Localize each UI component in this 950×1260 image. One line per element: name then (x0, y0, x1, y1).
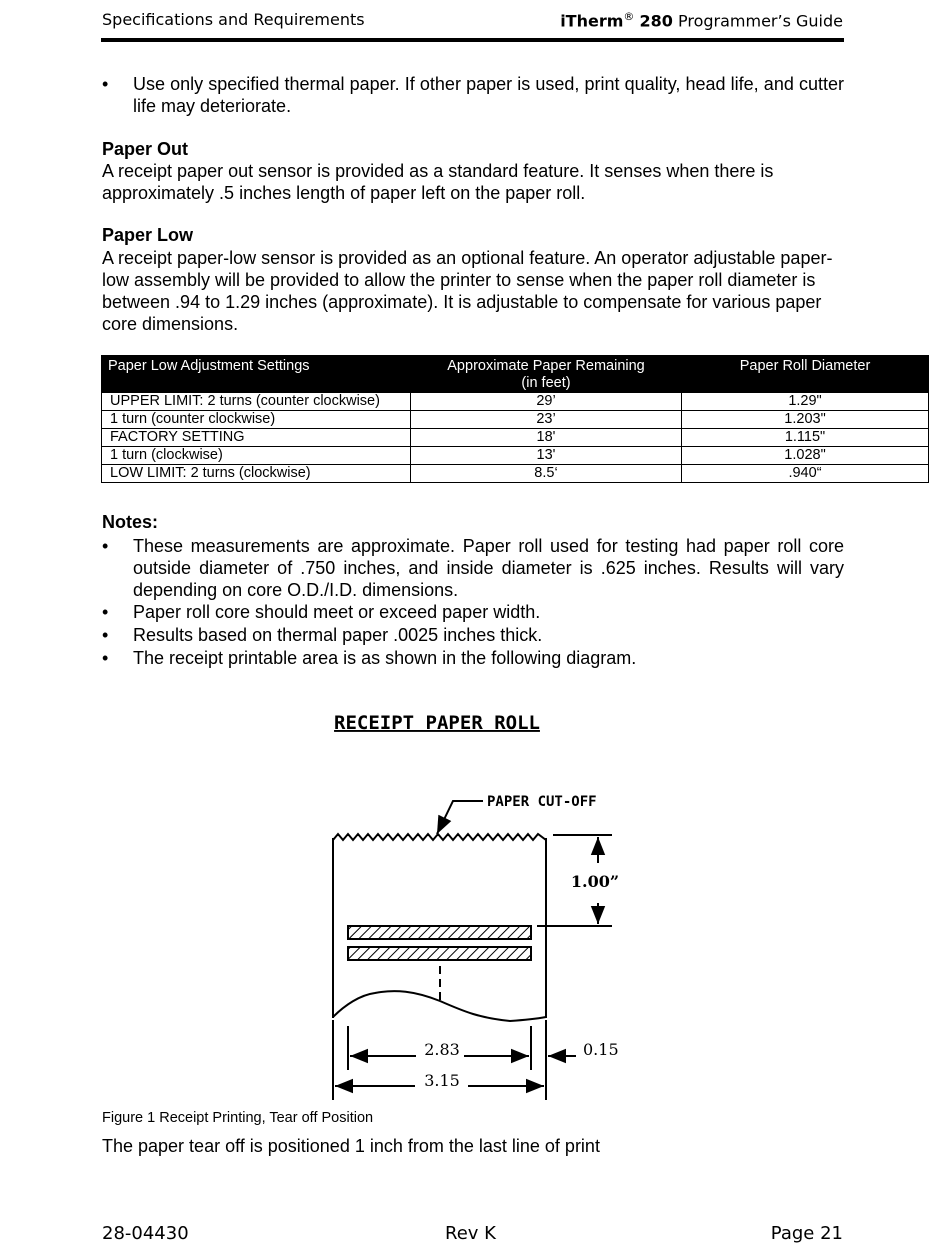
table-cell: 1 turn (counter clockwise) (102, 411, 411, 429)
table-header-cell: Approximate Paper Remaining (in feet) (411, 356, 682, 393)
table-cell: 29’ (411, 393, 682, 411)
footer-revision: Rev K (445, 1223, 496, 1244)
dimension-top-label: 1.00” (570, 872, 620, 891)
diagram-title: RECEIPT PAPER ROLL (334, 712, 540, 734)
bullet-marker: • (102, 74, 109, 94)
table-cell: FACTORY SETTING (102, 429, 411, 447)
table-cell: 1 turn (clockwise) (102, 447, 411, 465)
print-line-1 (348, 926, 531, 939)
paper-cutoff-label: PAPER CUT-OFF (487, 794, 597, 810)
registered-mark: ® (623, 10, 635, 23)
model-number: 280 (639, 11, 673, 31)
cutoff-leader (437, 801, 483, 834)
paper-low-text: A receipt paper-low sensor is provided as an optional feature. An operator adjustable paper-low assembly will be provided to allow the printer to sense when the paper roll diameter is between .94 to 1.29 inches (approximate). It is adjustable to compensate for various paper core dimensions. (102, 248, 833, 334)
bullet-marker: • (102, 536, 109, 556)
footer-page-number: Page 21 (770, 1223, 843, 1244)
bullet-marker: • (102, 625, 109, 645)
table-cell: 23’ (411, 411, 682, 429)
product-name: iTherm (560, 11, 624, 31)
paper-out-text: A receipt paper out sensor is provided as a standard feature. It senses when there is approximately .5 inches length of paper left on the paper roll. (102, 161, 774, 203)
table-header-cell: Paper Low Adjustment Settings (102, 356, 411, 393)
dimension-print-width-label: 2.83 (424, 1040, 460, 1059)
bullet-marker: • (102, 648, 109, 668)
dimension-paper-width-label: 3.15 (424, 1071, 460, 1090)
bullet-marker: • (102, 602, 109, 622)
print-line-2 (348, 947, 531, 960)
table-cell: 1.203" (682, 411, 929, 429)
table-cell: 1.29" (682, 393, 929, 411)
paper-out-heading: Paper Out (102, 139, 189, 159)
table-cell: 8.5‘ (411, 465, 682, 483)
figure-caption: Figure 1 Receipt Printing, Tear off Position (102, 1110, 374, 1126)
table-cell: 13' (411, 447, 682, 465)
header-section-title: Specifications and Requirements (102, 10, 365, 29)
paper-cutoff-edge (333, 834, 546, 840)
note-item: These measurements are approximate. Paper roll used for testing had paper roll core outside diameter of .750 inches, and inside diameter is .625 inches. Results will vary depending on core O.D./I.D. dimensions. (133, 536, 844, 600)
intro-bullet-text: Use only specified thermal paper. If other paper is used, print quality, head life, and cutter life may deteriorate. (133, 74, 844, 116)
notes-heading: Notes: (102, 512, 159, 532)
table-cell: 1.028" (682, 447, 929, 465)
table-cell: 1.115" (682, 429, 929, 447)
tearoff-text: The paper tear off is positioned 1 inch from the last line of print (102, 1136, 600, 1156)
table-header-cell: Paper Roll Diameter (682, 356, 929, 393)
table-cell: 18' (411, 429, 682, 447)
dimension-margin-label: 0.15 (583, 1040, 619, 1059)
table-cell: .940“ (682, 465, 929, 483)
note-item: Results based on thermal paper .0025 inches thick. (133, 625, 543, 645)
note-item: The receipt printable area is as shown in the following diagram. (133, 648, 637, 668)
table-cell: UPPER LIMIT: 2 turns (counter clockwise) (102, 393, 411, 411)
note-item: Paper roll core should meet or exceed paper width. (133, 602, 541, 622)
paper-low-heading: Paper Low (102, 225, 194, 245)
table-cell: LOW LIMIT: 2 turns (clockwise) (102, 465, 411, 483)
footer-doc-number: 28-04430 (102, 1223, 189, 1244)
guide-name: Programmer’s Guide (677, 11, 843, 31)
